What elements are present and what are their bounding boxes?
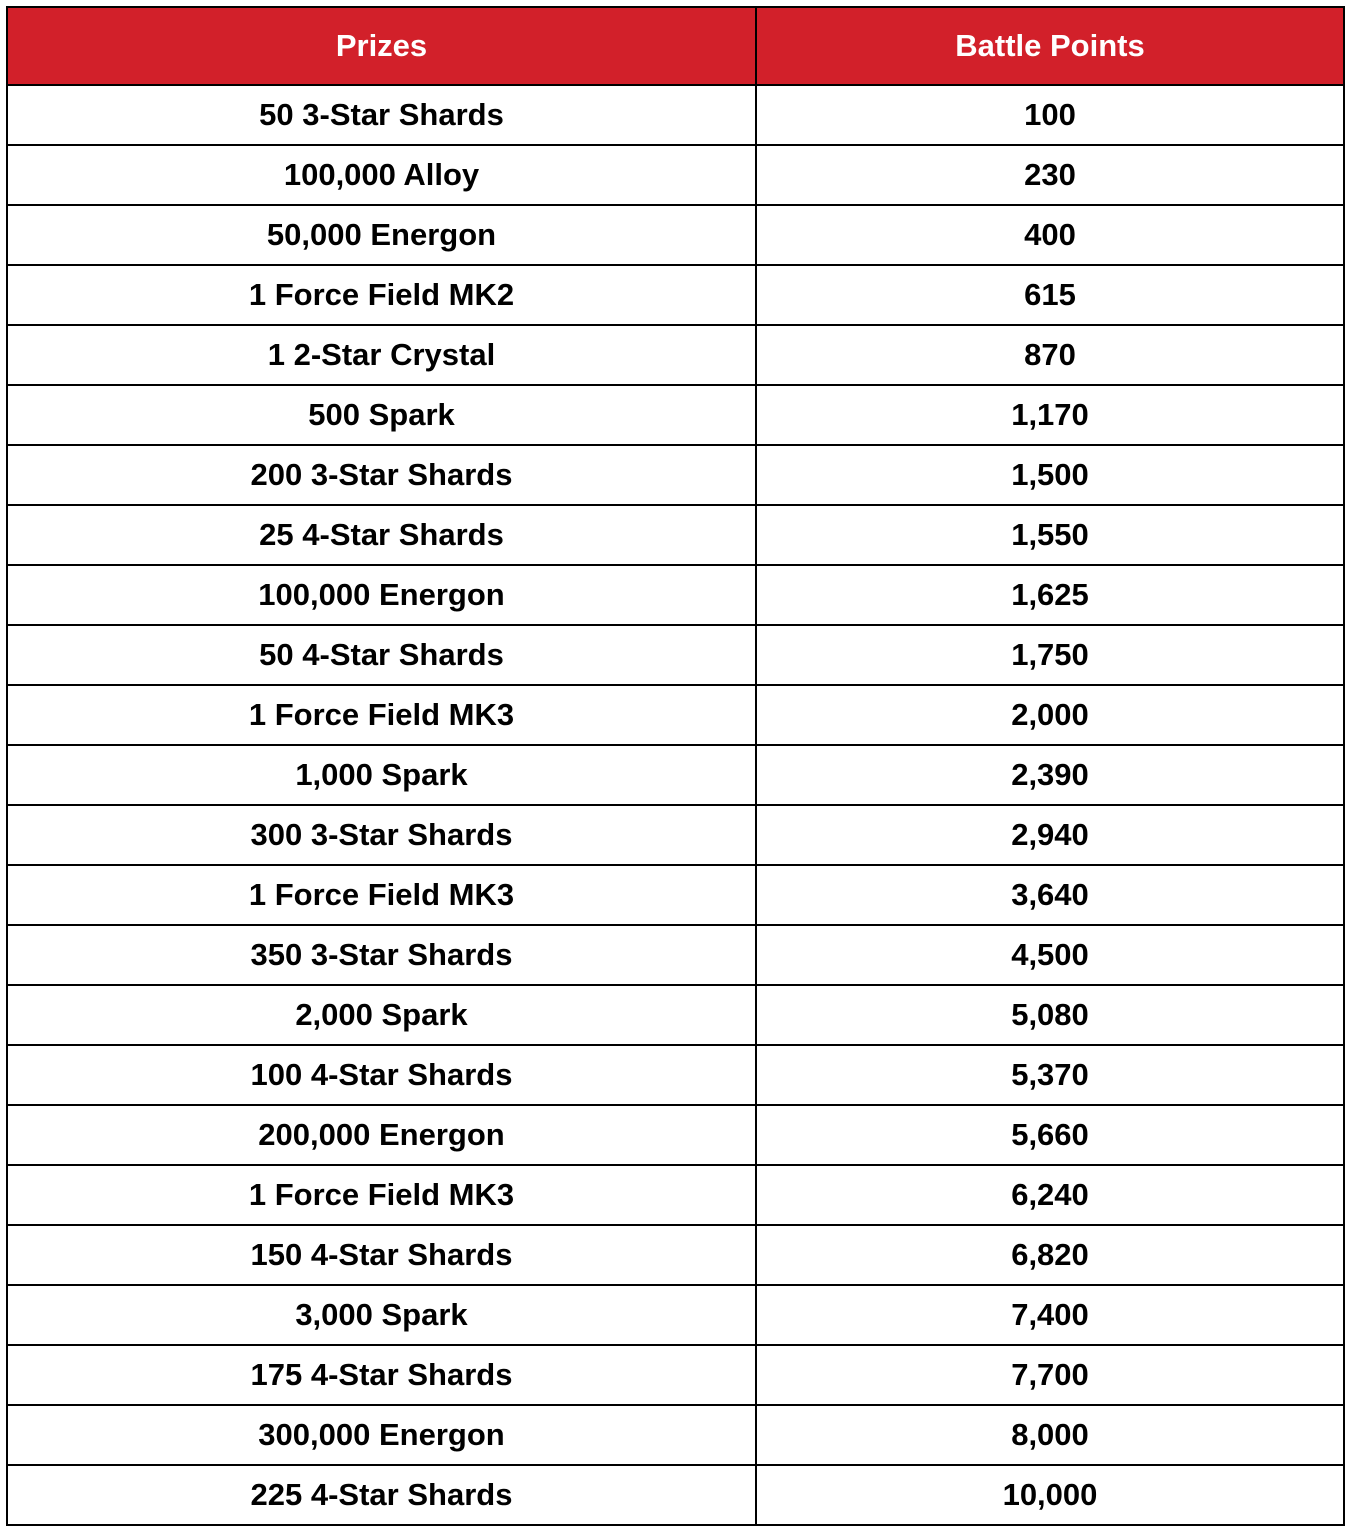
prize-cell: 200 3-Star Shards (7, 445, 756, 505)
prizes-table-container (6, 6, 1343, 1526)
battle-points-cell: 615 (756, 265, 1344, 325)
table-row (7, 685, 1344, 745)
table-row (7, 805, 1344, 865)
battle-points-cell: 6,240 (756, 1165, 1344, 1225)
table-row (7, 925, 1344, 985)
prize-cell: 350 3-Star Shards (7, 925, 756, 985)
prize-cell: 25 4-Star Shards (7, 505, 756, 565)
prizes-table (6, 6, 1345, 1526)
battle-points-cell: 400 (756, 205, 1344, 265)
battle-points-cell: 3,640 (756, 865, 1344, 925)
table-row (7, 1405, 1344, 1465)
table-row (7, 205, 1344, 265)
table-row (7, 625, 1344, 685)
prize-cell: 200,000 Energon (7, 1105, 756, 1165)
battle-points-cell: 2,390 (756, 745, 1344, 805)
prize-cell: 1 Force Field MK3 (7, 685, 756, 745)
battle-points-cell: 1,170 (756, 385, 1344, 445)
battle-points-cell: 230 (756, 145, 1344, 205)
prize-cell: 150 4-Star Shards (7, 1225, 756, 1285)
prize-cell: 1,000 Spark (7, 745, 756, 805)
header-prizes: Prizes (7, 7, 756, 85)
prize-cell: 100,000 Energon (7, 565, 756, 625)
table-body (7, 85, 1344, 1525)
table-row (7, 1465, 1344, 1525)
table-row (7, 745, 1344, 805)
prize-cell: 50,000 Energon (7, 205, 756, 265)
prize-cell: 300 3-Star Shards (7, 805, 756, 865)
prize-cell: 50 4-Star Shards (7, 625, 756, 685)
prize-cell: 1 Force Field MK3 (7, 1165, 756, 1225)
battle-points-cell: 7,400 (756, 1285, 1344, 1345)
table-row (7, 1105, 1344, 1165)
prize-cell: 100 4-Star Shards (7, 1045, 756, 1105)
battle-points-cell: 7,700 (756, 1345, 1344, 1405)
table-row (7, 445, 1344, 505)
battle-points-cell: 2,000 (756, 685, 1344, 745)
battle-points-cell: 8,000 (756, 1405, 1344, 1465)
battle-points-cell: 100 (756, 85, 1344, 145)
table-row (7, 505, 1344, 565)
table-row (7, 1345, 1344, 1405)
prize-cell: 1 Force Field MK3 (7, 865, 756, 925)
table-row (7, 145, 1344, 205)
battle-points-cell: 2,940 (756, 805, 1344, 865)
battle-points-cell: 870 (756, 325, 1344, 385)
prize-cell: 225 4-Star Shards (7, 1465, 756, 1525)
table-row (7, 565, 1344, 625)
battle-points-cell: 1,625 (756, 565, 1344, 625)
table-row (7, 85, 1344, 145)
table-row (7, 1225, 1344, 1285)
prize-cell: 175 4-Star Shards (7, 1345, 756, 1405)
table-row (7, 1165, 1344, 1225)
battle-points-cell: 6,820 (756, 1225, 1344, 1285)
table-row (7, 1285, 1344, 1345)
prize-cell: 100,000 Alloy (7, 145, 756, 205)
prize-cell: 2,000 Spark (7, 985, 756, 1045)
header-battle-points: Battle Points (756, 7, 1344, 85)
battle-points-cell: 5,660 (756, 1105, 1344, 1165)
battle-points-cell: 10,000 (756, 1465, 1344, 1525)
prize-cell: 3,000 Spark (7, 1285, 756, 1345)
prize-cell: 50 3-Star Shards (7, 85, 756, 145)
table-row (7, 1045, 1344, 1105)
battle-points-cell: 1,500 (756, 445, 1344, 505)
table-row (7, 385, 1344, 445)
table-header-row (7, 7, 1344, 85)
prize-cell: 300,000 Energon (7, 1405, 756, 1465)
table-row (7, 265, 1344, 325)
table-row (7, 985, 1344, 1045)
prize-cell: 500 Spark (7, 385, 756, 445)
prize-cell: 1 Force Field MK2 (7, 265, 756, 325)
battle-points-cell: 1,750 (756, 625, 1344, 685)
battle-points-cell: 4,500 (756, 925, 1344, 985)
table-row (7, 325, 1344, 385)
battle-points-cell: 1,550 (756, 505, 1344, 565)
battle-points-cell: 5,370 (756, 1045, 1344, 1105)
prize-cell: 1 2-Star Crystal (7, 325, 756, 385)
table-row (7, 865, 1344, 925)
battle-points-cell: 5,080 (756, 985, 1344, 1045)
